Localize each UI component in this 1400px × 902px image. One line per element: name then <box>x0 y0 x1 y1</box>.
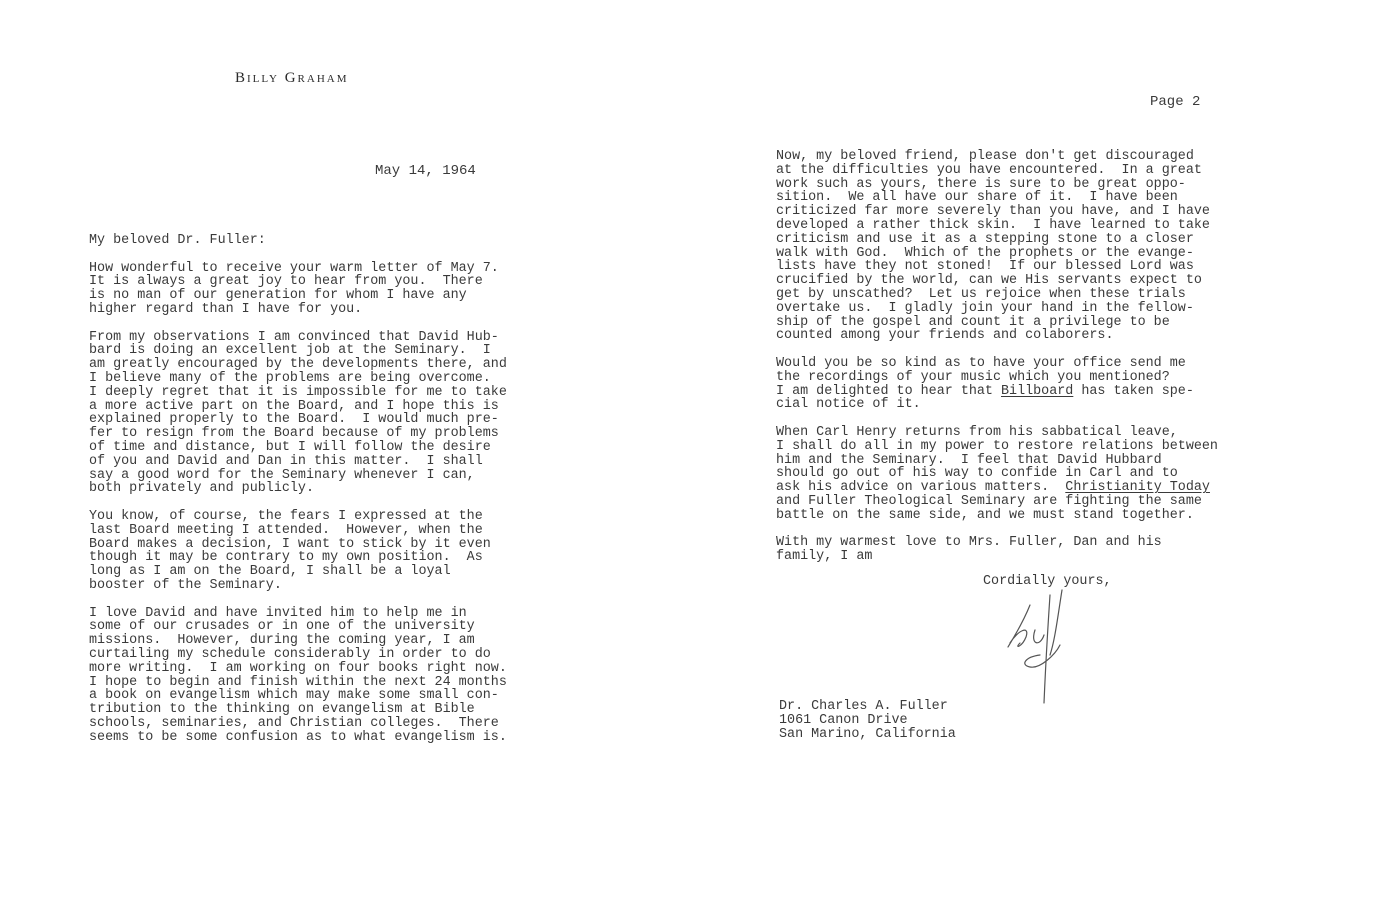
text-line: I believe many of the problems are being overcome. <box>89 370 491 386</box>
paragraph-6 <box>776 357 1226 412</box>
paragraph-8 <box>776 536 1226 564</box>
text-line: You know, of course, the fears I expressed at the <box>89 508 483 524</box>
text-line: of time and distance, but I will follow the desire <box>89 439 491 455</box>
text-line: explained properly to the Board. I would much pre- <box>89 412 499 428</box>
text-line: I hope to begin and finish within the next 24 months <box>89 674 507 690</box>
text-line: is no man of our generation for whom I have any <box>89 288 467 304</box>
text-line: developed a rather thick skin. I have learned to take <box>776 217 1210 233</box>
text-line: overtake us. I gladly join your hand in the fellow- <box>776 300 1194 316</box>
text-line: should go out of his way to confide in Carl and to <box>776 466 1178 482</box>
publication-title: Billboard <box>1001 383 1074 399</box>
text-line: schools, seminaries, and Christian colleges. There <box>89 715 499 731</box>
page-number: Page 2 <box>1150 94 1201 110</box>
text-line: counted among your friends and colaborers. <box>776 328 1114 344</box>
recipient-city: San Marino, California <box>779 727 956 742</box>
text-line: lists have they not stoned! If our blessed Lord was <box>776 259 1194 275</box>
text-line: I deeply regret that it is impossible for me to take <box>89 384 507 400</box>
recipient-street: 1061 Canon Drive <box>779 713 908 728</box>
right-column <box>776 150 1226 564</box>
paragraph-4 <box>89 607 529 745</box>
recipient-address <box>779 700 956 742</box>
text-line: walk with God. Which of the prophets or the evange- <box>776 245 1194 261</box>
text-line: higher regard than I have for you. <box>89 301 363 317</box>
text-segment: has taken spe- <box>1073 383 1194 399</box>
publication-title: Christianity Today <box>1065 480 1210 496</box>
recipient-name: Dr. Charles A. Fuller <box>779 699 948 714</box>
paragraph-3 <box>89 510 529 593</box>
text-line: I love David and have invited him to help me in <box>89 605 467 621</box>
text-line: last Board meeting I attended. However, when the <box>89 522 483 538</box>
letterhead: Billy Graham <box>235 70 349 86</box>
text-line: curtailing my schedule considerably in order to do <box>89 646 491 662</box>
text-line: and Fuller Theological Seminary are fighting the same <box>776 493 1202 509</box>
signature <box>1000 585 1090 705</box>
paragraph-5 <box>776 150 1226 343</box>
text-line: sition. We all have our share of it. I have been <box>776 190 1178 206</box>
text-line: am greatly encouraged by the developments there, and <box>89 357 507 373</box>
text-line: It is always a great joy to hear from you. There <box>89 274 483 290</box>
text-line: some of our crusades or in one of the university <box>89 619 475 635</box>
text-line: long as I am on the Board, I shall be a loyal <box>89 564 451 580</box>
text-line: tribution to the thinking on evangelism at Bible <box>89 702 475 718</box>
text-line: family, I am <box>776 549 873 565</box>
text-line: booster of the Seminary. <box>89 577 282 593</box>
text-line: though it may be contrary to my own position. As <box>89 550 483 566</box>
text-line: When Carl Henry returns from his sabbatical leave, <box>776 424 1178 440</box>
text-line: From my observations I am convinced that David Hub- <box>89 329 499 345</box>
text-line: a more active part on the Board, and I hope this is <box>89 398 499 414</box>
text-line: both privately and publicly. <box>89 481 314 497</box>
salutation: My beloved Dr. Fuller: <box>89 233 266 248</box>
text-segment: ask his advice on various matters. <box>776 480 1066 496</box>
text-line: How wonderful to receive your warm letter of May 7. <box>89 260 499 276</box>
text-line: With my warmest love to Mrs. Fuller, Dan and his <box>776 535 1162 551</box>
paragraph-7 <box>776 426 1226 523</box>
text-segment: I am delighted to hear that <box>776 383 1001 399</box>
letter-date: May 14, 1964 <box>375 163 476 179</box>
text-line: crucified by the world, can we His servants expect to <box>776 273 1202 289</box>
text-line: more writing. I am working on four books right now. <box>89 660 507 676</box>
text-line: the recordings of your music which you mentioned? <box>776 369 1170 385</box>
text-line: Board makes a decision, I want to stick by it even <box>89 536 491 552</box>
paragraph-2 <box>89 331 529 497</box>
text-line: I shall do all in my power to restore relations between <box>776 438 1218 454</box>
text-line: missions. However, during the coming year, I am <box>89 633 475 649</box>
text-line <box>776 385 1226 399</box>
text-line: Now, my beloved friend, please don't get discouraged <box>776 149 1194 164</box>
text-line: say a good word for the Seminary whenever I can, <box>89 467 475 483</box>
text-line: ship of the gospel and count it a privilege to be <box>776 314 1170 330</box>
text-line: criticism and use it as a stepping stone to a closer <box>776 231 1194 247</box>
text-line: bard is doing an excellent job at the Seminary. I <box>89 343 491 359</box>
text-line: battle on the same side, and we must stand together. <box>776 507 1194 523</box>
text-line: fer to resign from the Board because of my problems <box>89 426 499 442</box>
text-line: work such as yours, there is sure to be great oppo- <box>776 176 1186 192</box>
text-line <box>776 481 1226 495</box>
text-line: of you and David and Dan in this matter. I shall <box>89 453 483 469</box>
text-line: seems to be some confusion as to what evangelism is. <box>89 729 507 745</box>
text-line: at the difficulties you have encountered. In a great <box>776 162 1202 178</box>
text-line: criticized far more severely than you have, and I have <box>776 204 1210 220</box>
paragraph-1 <box>89 262 529 317</box>
left-column <box>89 234 529 744</box>
closing: Cordially yours, <box>983 574 1112 589</box>
text-line: get by unscathed? Let us rejoice when these trials <box>776 286 1186 302</box>
text-line: a book on evangelism which may make some small con- <box>89 688 499 704</box>
text-line: cial notice of it. <box>776 397 921 413</box>
text-line: him and the Seminary. I feel that David Hubbard <box>776 452 1162 468</box>
text-line: Would you be so kind as to have your office send me <box>776 355 1186 371</box>
